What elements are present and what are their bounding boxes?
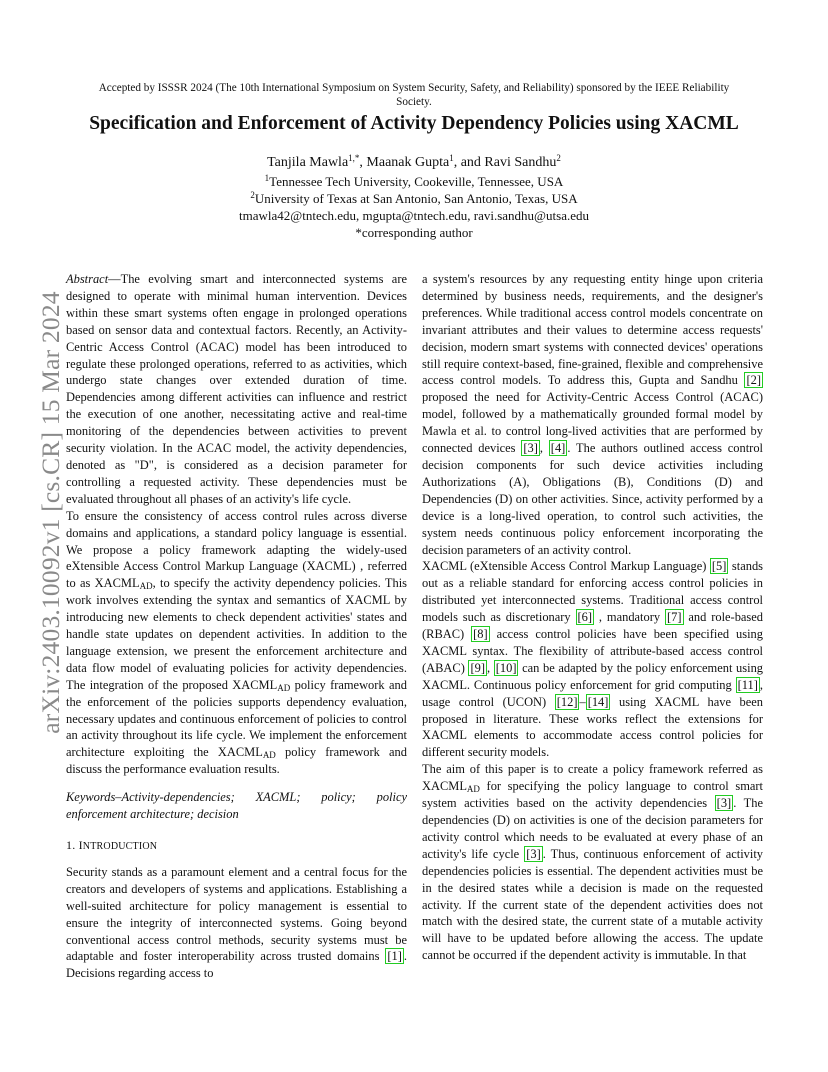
section-heading: 1. INTRODUCTION	[66, 838, 158, 852]
acceptance-note: Accepted by ISSSR 2024 (The 10th International Symposium on System Security, Safety, and Reliability) sponsored by the IEEE Reliability Society.	[98, 82, 730, 108]
author-affiliation-mark: 1	[449, 153, 454, 163]
author-name: , and Ravi Sandhu	[453, 155, 557, 170]
left-column	[66, 271, 407, 982]
citation-link[interactable]: [12]	[556, 694, 578, 709]
body-paragraph: XACML (eXtensible Access Control Markup Language) [5] stands out as a reliable standard for enforcing access control policies in distributed yet interconnected systems. Traditional access control models such as discretionary [6] , mandatory [7] and role-based (RBAC) [8] access control policies have been specified using XACML syntax. The flexibility of attribute-based access control (ABAC) [9] , [10] can be adapted by the policy enforcement using XACML. Continuous policy enforcement for grid computing [11] , usage control (UCON) [12] – [14] using XACML have been proposed in literature. These works reflect the extensions for XACML elements to accommodate access control policies for different security models.	[422, 559, 764, 760]
citation-link[interactable]: [14]	[587, 694, 609, 709]
citation-link[interactable]: [9]	[470, 660, 485, 675]
citation-link[interactable]: [3]	[526, 846, 541, 861]
arxiv-identifier: arXiv:2403.10092v1 [cs.CR] 15 Mar 2024	[36, 291, 65, 734]
abstract-paragraph: To ensure the consistency of access control rules across diverse domains and applications, a standard policy language is essential. We propose a policy framework adapting the widely-used eXtensible Access Control Markup Language (XACML) , referred to as $XACML_{AD}$, to specify the activity dependency policies. This work involves extending the syntax and semantics of XACML by introducing new elements to check dependent activities' states and handle state updates on dependent activities. In addition to the language extension, we present the enforcement architecture and data flow model of evaluating policies for activity dependencies. The integration of the proposed $XACML_{AD}$ policy framework and the enforcement of the policies supports dependency evaluation, necessary updates and continuous enforcement of policies to control an activity throughout its life cycle. We implement the enforcement architecture exploiting the $XACML_{AD}$ policy framework and discuss the performance evaluation results.	[66, 508, 407, 777]
affiliation-1: $^1$Tennessee Tech University, Cookeville, Tennessee, USA	[264, 173, 564, 189]
author-name: , Maanak Gupta	[359, 155, 450, 170]
citation-link[interactable]: [7]	[666, 610, 682, 625]
keywords-paragraph: Keywords–Activity-dependencies; XACML; policy; policy enforcement architecture; decision	[66, 790, 407, 822]
author-block	[140, 153, 688, 241]
body-paragraph: Security stands as a paramount element and a central focus for the creators and developers of systems and applications. Establishing a well-suited architecture for policy management is essential to ensure the integrity of interconnected systems. Going beyond conventional access control methods, security systems must be adaptable and foster interoperability across trusted domains [1] . Decisions regarding access to	[66, 864, 407, 981]
abstract-label: Abstract	[66, 272, 109, 286]
citation-link[interactable]: [1]	[387, 949, 402, 964]
author-affiliation-mark: 1,*	[348, 153, 360, 163]
paper-title: Specification and Enforcement of Activity Dependency Policies using XACML	[89, 113, 739, 134]
citation-link[interactable]: [2]	[746, 373, 761, 388]
citation-link[interactable]: [11]	[737, 677, 758, 692]
citation-link[interactable]: [3]	[716, 796, 732, 811]
author-emails: tmawla42@tntech.edu, mgupta@tntech.edu, ravi.sandhu@utsa.edu	[239, 208, 589, 223]
author-names	[140, 153, 688, 173]
author-affiliation-mark: 2	[556, 153, 561, 163]
citation-link[interactable]: [4]	[550, 441, 566, 456]
body-paragraph: a system's resources by any requesting entity hinge upon criteria determined by business needs, requirements, and the designer's preferences. While traditional access control models concentrate on invariant attributes and their values to determine access requests' decision, modern smart systems with connected devices' operations still require context-based, fine-grained, flexible and comprehensive access control models. To address this, Gupta and Sandhu [2] proposed the need for Activity-Centric Access Control (ACAC) model, followed by a mathematically grounded formal model by Mawla et al. to control long-lived activities that are performed by connected devices [3] , [4] . The authors outlined access control decision components for such device activities including Authorizations (A), Obligations (B), Conditions (D) and Dependencies (D) on other activities. Since, activity performed by a device is a long-lived operation, to control such activities, the system needs continuous policy enforcement incorporating the decision parameters of an activity control.	[422, 272, 763, 557]
citation-link[interactable]: [10]	[495, 660, 517, 675]
citation-link[interactable]: [5]	[711, 559, 727, 574]
body-paragraph: The aim of this paper is to create a policy framework referred as $XACML_{AD}$ for specifying the policy language to control smart system activities based on the activity dependencies [3] . The dependencies (D) on activities is one of the decision parameters for activity control which needs to be evaluated at every phase of an activity's life cycle [3] . Thus, continuous enforcement of activity dependencies policies is essential. The dependent activities must be in the desired states while a decision is made on the requested activity. If the current state of the dependent activities does not match with the desired state, the current state of a mutable activity will have to be updated before allowing the access. The update cannot be occurred if the dependent activity is immutable. In that	[422, 762, 763, 963]
affiliation-2: $^2$University of Texas at San Antonio, San Antonio, Texas, USA	[250, 190, 578, 206]
corresponding-author-note: *corresponding author	[355, 225, 473, 240]
right-column	[422, 271, 763, 964]
citation-link[interactable]: [6]	[577, 610, 593, 625]
citation-link[interactable]: [8]	[473, 627, 488, 642]
citation-link[interactable]: [3]	[523, 441, 538, 456]
abstract-paragraph: Abstract—The evolving smart and interconnected systems are designed to operate with minimal human intervention. Devices within these smart systems often engage in prolonged operations based on sensor data and contextual factors. Recently, an Activity-Centric Access Control (ACAC) model has been introduced to regulate these prolonged operations, referred to as activities, which undergo state changes over extended duration of time. Dependencies among different activities can influence and restrict the execution of one another, necessitating active and real-time monitoring of the dependencies between activities to prevent security violation. In the ACAC model, the activity dependencies, denoted as "D", is considered as a decision parameter for controlling a requested activity. These dependencies must be evaluated throughout all phases of an activity's life cycle.	[66, 272, 407, 506]
keywords-label: Keywords	[66, 790, 116, 805]
author-name: Tanjila Mawla	[267, 155, 349, 170]
